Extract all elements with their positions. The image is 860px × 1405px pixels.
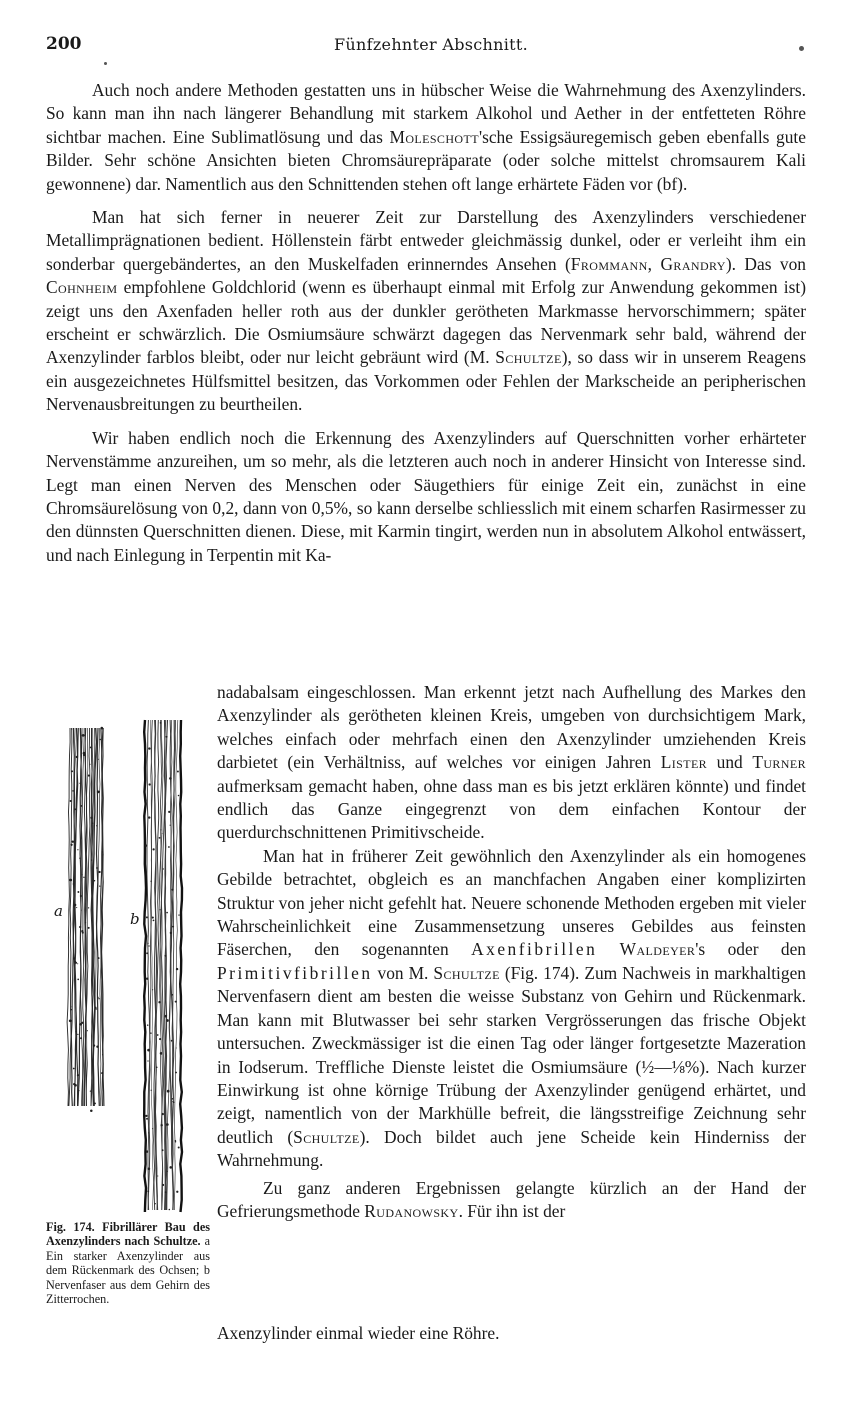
running-head: Fünfzehnter Abschnitt. xyxy=(333,35,528,54)
paragraph-4: Man hat in früherer Zeit gewöhnlich den Axenzylinder als ein homogenes Gebilde betrachtet, obgleich es an manchfachen Angaben einer komplizirten Struktur von jeher nicht gefehlt hat. Neuere schonende Methoden ergeben mit vieler Wahrscheinlichkeit eine Zusammensetzung unseres Gebildes aus feinsten Fäserchen, den sogenannten Axenfibrillen Waldeyer's oder den Primitivfibrillen von M. Schultze (Fig. 174). Zum Nachweis in markhaltigen Nervenfasern dient am besten die weisse Substanz von Gehirn und Rückenmark. Man kann mit Blutwasser bei sehr starken Vergrösserungen das frische Objekt untersuchen. Zweckmässiger ist die einen Tag oder länger fortgesetzte Mazeration in Iodserum. Treffliche Dienste leistet die Osmiumsäure (½—⅛%). Nach kurzer Einwirkung ist ohne körnige Trübung der Axenzylinder genügend erhärtet, und zeigt, namentlich von der Markhülle befreit, die längsstreifige Zeichnung sehr deutlich (Schultze). Doch bildet auch jene Scheide kein Hinderniss der Wahrnehmung. xyxy=(217,845,806,1171)
body-text-right xyxy=(217,681,806,1223)
fibril-illustration xyxy=(46,716,210,1216)
figure-174 xyxy=(46,716,210,1216)
paragraph-3-cont: nadabalsam eingeschlossen. Man erkennt jetzt nach Aufhellung des Markes den Axenzylinder als gerötheten kleinen Kreis, umgeben von durchsichtigem Mark, welches einfach oder mehrfach einen den Axenzylinder umziehenden Kreis darbietet (ein Verhältniss, auf welches vor einigen Jahren Lister und Turner aufmerksam gemacht haben, ohne dass man es bis jetzt erklären könnte) und findet endlich das Ganze eingegrenzt von dem einfachen Kontour der querdurchschnittenen Primitivscheide. xyxy=(217,682,807,843)
paragraph-5-last-line: Axenzylinder einmal wieder eine Röhre. xyxy=(217,1323,500,1343)
fiber-a-drawing xyxy=(67,728,104,1106)
paragraph-1: Auch noch andere Methoden gestatten uns in hübscher Weise die Wahrnehmung des Axenzylinders. So kann man ihn nach längerer Behandlung mit starkem Alkohol und Aether in der entfetteten Röhre sichtbar machen. Eine Sublimatlösung und das Moleschott'sche Essigsäuregemisch geben ebenfalls gute Bilder. Sehr schöne Ansichten bieten Chromsäurepräparate (oder solche mittelst chromsaurem Kali gewonnene) dar. Namentlich aus den Schnittenden stehen oft lange erhärtete Fäden vor (bf). xyxy=(46,80,806,194)
paragraph-5: Zu ganz anderen Ergebnissen gelangte kürzlich an der Hand der Gefrierungsmethode Rudanowsky. Für ihn ist der xyxy=(217,1177,806,1221)
figure-caption: Fig. 174. Fibrillärer Bau des Axenzylinders nach Schultze. a Ein starker Axenzylinder aus dem Rückenmark des Ochsen; b Nervenfaser aus dem Gehirn des Zitterrochen. xyxy=(46,1220,210,1307)
ink-speck xyxy=(799,46,804,51)
fiber-b-margin xyxy=(144,720,146,1212)
paragraph-3-start: Wir haben endlich noch die Erkennung des Axenzylinders auf Querschnitten vorher erhärteter Nervenstämme anzureihen, um so mehr, als die letzteren auch noch in anderer Hinsicht von Interesse sind. Legt man einen Nerven des Menschen oder Säugethiers für einige Zeit ein, zunächst in eine Chromsäurelösung von 0,2, dann von 0,5%, so kann derselbe schliesslich mit einem scharfen Rasirmesser zu den dünnsten Querschnitten dienen. Diese, mit Karmin tingirt, werden nun in absolutem Alkohol entwässert, und nach Einlegung in Terpentin mit Ka- xyxy=(46,427,806,565)
fiber-b-drawing xyxy=(147,720,178,1210)
ink-speck xyxy=(104,62,107,65)
paragraph-2: Man hat sich ferner in neuerer Zeit zur Darstellung des Axenzylinders verschiedener Metallimprägnationen bedient. Höllenstein färbt entweder gleichmässig dunkel, oder er verleiht ihm ein sonderbar quergebändertes, an den Muskelfaden erinnerndes Ansehen (Frommann, Grandry). Das von Cohnheim empfohlene Goldchlorid (wenn es überhaupt einmal mit Erfolg zur Anwendung gekommen ist) zeigt uns den Axenfaden heller roth aus der dunkler gerötheten Markmasse hervorschimmern; später erscheint er schwärzlich. Die Osmiumsäure schwärzt dagegen das Nervenmark sehr bald, während der Axenzylinder farblos bleibt, oder nur leicht gebräunt wird (M. Schultze), so dass wir in unserem Reagens ein ausgezeichnetes Hülfsmittel besitzen, das Vorkommen oder Fehlen der Markscheide an peripherischen Nervenausbreitungen zu beurtheilen. xyxy=(46,207,807,415)
page-header xyxy=(46,34,816,56)
page-number: 200 xyxy=(46,34,82,54)
body-text-top xyxy=(46,79,806,567)
fiber-b-margin xyxy=(180,720,182,1212)
figure-label-b: b xyxy=(130,910,140,928)
figure-label-a: a xyxy=(54,902,63,920)
